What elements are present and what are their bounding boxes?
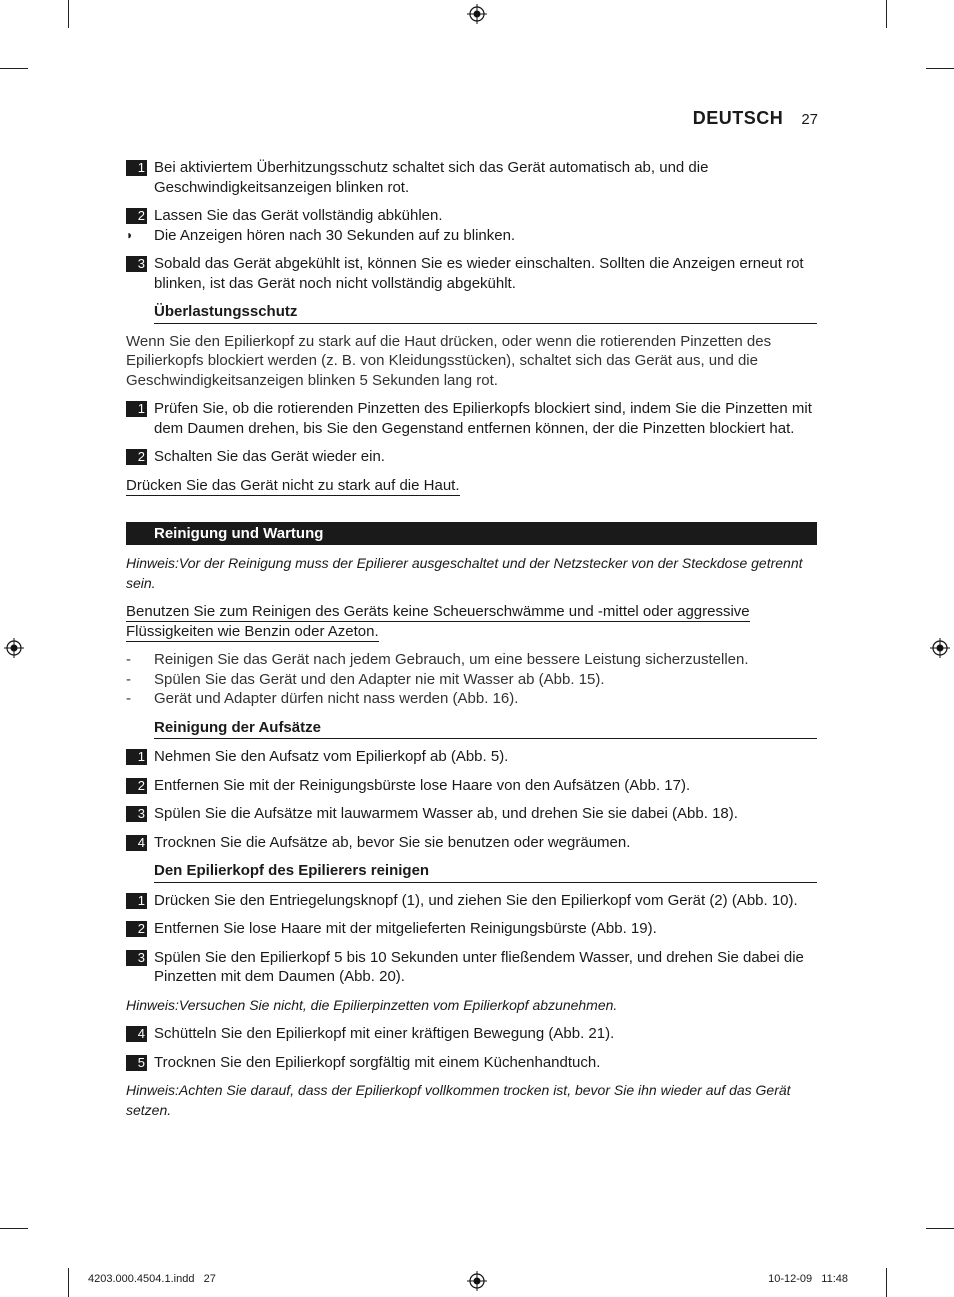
list-item <box>126 689 817 709</box>
step-number: 1 <box>126 160 147 176</box>
step <box>126 776 817 796</box>
warning-underlined: Benutzen Sie zum Reinigen des Geräts keine Scheuerschwämme und -mittel oder aggressive <box>126 603 750 620</box>
step-text: Bei aktiviertem Überhitzungsschutz schaltet sich das Gerät automatisch ab, und die Geschwindigkeitsanzeigen blinken rot. <box>154 159 709 196</box>
footer-datetime: 10-12-09 11:48 <box>768 1273 848 1285</box>
step-text: Entfernen Sie mit der Reinigungsbürste lose Haare von den Aufsätzen (Abb. 17). <box>154 776 691 794</box>
step <box>126 891 817 911</box>
step <box>126 158 817 197</box>
section-heading: Überlastungsschutz <box>154 302 817 324</box>
step-text: Spülen Sie den Epilierkopf 5 bis 10 Sekunden unter fließendem Wasser, und drehen Sie dabei die Pinzetten mit dem Daumen (Abb. 20). <box>154 948 804 985</box>
list-item-text: Spülen Sie das Gerät und den Adapter nie mit Wasser ab (Abb. 15). <box>154 670 605 688</box>
registration-mark-icon <box>930 638 950 658</box>
crop-mark <box>886 0 887 28</box>
step-number: 5 <box>126 1055 147 1071</box>
crop-mark <box>68 1268 69 1297</box>
page-header <box>693 108 818 129</box>
step <box>126 1053 817 1073</box>
crop-mark <box>0 1228 28 1229</box>
result-text: Die Anzeigen hören nach 30 Sekunden auf zu blinken. <box>154 226 516 244</box>
step-number: 2 <box>126 449 147 465</box>
result-marker-icon: ◗ <box>126 227 134 242</box>
step <box>126 206 817 226</box>
warning-text <box>126 602 817 641</box>
paragraph: Wenn Sie den Epilierkopf zu stark auf die Haut drücken, oder wenn die rotierenden Pinzetten des Epilierkopfs blockiert werden (z. B. von Kleidungsstücken), schaltet sich das Gerät aus, und die Geschwindigkeitsanzeigen blinken 5 Sekunden lang rot. <box>126 332 772 389</box>
warning-underlined: Flüssigkeiten wie Benzin oder Azeton. <box>126 622 379 640</box>
note: Hinweis:Versuchen Sie nicht, die Epilierpinzetten vom Epilierkopf abzunehmen. <box>126 996 618 1013</box>
list-item-text: Gerät und Adapter dürfen nicht nass werden (Abb. 16). <box>154 690 519 707</box>
step-number: 4 <box>126 1026 147 1042</box>
note: Hinweis:Vor der Reinigung muss der Epilierer ausgeschaltet und der Netzstecker von der Steckdose getrennt sein. <box>126 555 803 591</box>
step-text: Trocknen Sie den Epilierkopf sorgfältig mit einem Küchenhandtuch. <box>154 1053 601 1071</box>
registration-mark-icon <box>467 4 487 24</box>
step <box>126 399 817 438</box>
crop-mark <box>0 68 28 69</box>
step <box>126 1024 817 1044</box>
crop-mark <box>926 1228 954 1229</box>
step <box>126 447 817 467</box>
step-number: 4 <box>126 835 147 851</box>
step-text: Drücken Sie den Entriegelungsknopf (1), und ziehen Sie den Epilierkopf vom Gerät (2) (Abb. 10). <box>154 891 798 909</box>
step <box>126 747 817 767</box>
step-text: Schütteln Sie den Epilierkopf mit einer kräftigen Bewegung (Abb. 21). <box>154 1025 615 1042</box>
registration-mark-icon <box>4 638 24 658</box>
step <box>126 254 817 293</box>
step-number: 3 <box>126 256 147 272</box>
step-text: Prüfen Sie, ob die rotierenden Pinzetten des Epilierkopfs blockiert sind, indem Sie die Pinzetten mit dem Daumen drehen, bis Sie den Gegenstand entfernen können, der die Pinzetten blockiert hat. <box>154 400 812 437</box>
step-number: 1 <box>126 893 147 909</box>
step-text: Lassen Sie das Gerät vollständig abkühlen. <box>154 207 443 224</box>
step-text: Sobald das Gerät abgekühlt ist, können Sie es wieder einschalten. Sollten die Anzeigen erneut rot blinken, ist das Gerät noch nicht vollständig abgekühlt. <box>154 255 804 292</box>
page-content <box>126 158 817 1129</box>
step-text: Schalten Sie das Gerät wieder ein. <box>154 448 385 465</box>
step-number: 2 <box>126 208 147 224</box>
section-heading: Reinigung der Aufsätze <box>154 718 817 740</box>
step <box>126 833 817 853</box>
step-number: 3 <box>126 806 147 822</box>
footer-filename: 4203.000.4504.1.indd 27 <box>88 1273 216 1285</box>
step-text: Spülen Sie die Aufsätze mit lauwarmem Wasser ab, und drehen Sie sie dabei (Abb. 18). <box>154 805 738 822</box>
crop-mark <box>68 0 69 28</box>
crop-mark <box>926 68 954 69</box>
step-number: 3 <box>126 950 147 966</box>
dash-marker: - <box>126 670 131 688</box>
result-item <box>126 226 817 246</box>
list-item <box>126 670 817 690</box>
step-text: Nehmen Sie den Aufsatz vom Epilierkopf ab (Abb. 5). <box>154 748 509 765</box>
step <box>126 804 817 824</box>
dash-list <box>126 650 817 709</box>
crop-mark <box>886 1268 887 1297</box>
note: Hinweis:Achten Sie darauf, dass der Epilierkopf vollkommen trocken ist, bevor Sie ihn wieder auf das Gerät setzen. <box>126 1082 791 1118</box>
list-item <box>126 650 817 670</box>
step-number: 1 <box>126 749 147 765</box>
section-title-bar: Reinigung und Wartung <box>126 522 817 545</box>
warning-underlined: Drücken Sie das Gerät nicht zu stark auf die Haut. <box>126 476 460 494</box>
dash-marker: - <box>126 651 131 668</box>
list-item-text: Reinigen Sie das Gerät nach jedem Gebrauch, um eine bessere Leistung sicherzustellen. <box>154 651 749 668</box>
step <box>126 919 817 939</box>
step-number: 1 <box>126 401 147 417</box>
section-heading: Den Epilierkopf des Epilierers reinigen <box>154 861 817 883</box>
warning-text <box>126 476 817 496</box>
dash-marker: - <box>126 690 131 707</box>
step-number: 2 <box>126 778 147 794</box>
registration-mark-icon <box>467 1271 487 1291</box>
step-text: Trocknen Sie die Aufsätze ab, bevor Sie sie benutzen oder wegräumen. <box>154 833 631 851</box>
step-text: Entfernen Sie lose Haare mit der mitgelieferten Reinigungsbürste (Abb. 19). <box>154 920 657 937</box>
language-title: DEUTSCH <box>692 108 784 128</box>
step-number: 2 <box>126 921 147 937</box>
page-number: 27 <box>801 111 818 128</box>
step <box>126 948 817 987</box>
